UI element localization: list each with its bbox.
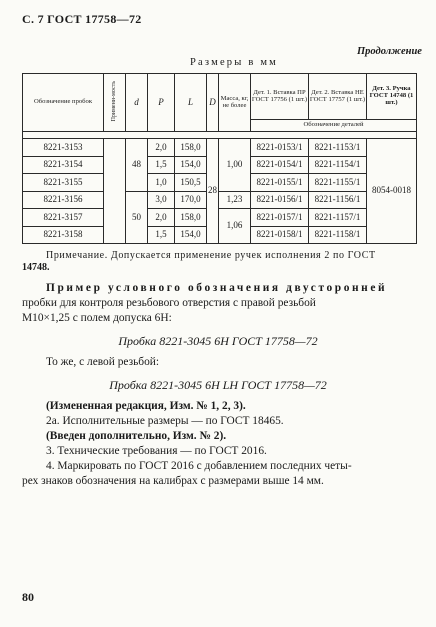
clause-4-continuation: рех знаков обозначения на калибрах с размерами выше 14 мм. xyxy=(22,475,324,487)
col-part2: Дет. 2. Вставка НЕ ГОСТ 17757 (1 шт.) xyxy=(309,74,367,120)
designation-formula: Пробка 8221-3045 6Н ГОСТ 17758—72 xyxy=(118,334,318,348)
page-number: 80 xyxy=(22,590,34,604)
table-cell-l: 158,0 xyxy=(175,139,207,157)
table-cell-part1: 8221-0157/1 xyxy=(251,209,309,227)
table-cell-mass: 1,00 xyxy=(219,139,251,192)
clause-4: 4. Маркировать по ГОСТ 2016 с добавлением последних четы- xyxy=(46,460,352,472)
col-part3: Дет. 3. Ручка ГОСТ 14748 (1 шт.) xyxy=(367,74,417,120)
table-cell-part2: 8221-1154/1 xyxy=(309,156,367,174)
col-mass: Масса, кг, не более xyxy=(219,74,251,132)
table-note: Примечание. Допускается применение ручек исполнения 2 по ГОСТ xyxy=(46,250,376,261)
table-cell-dd: 28 xyxy=(207,139,219,244)
clause-2a: 2а. Исполнительные размеры — по ГОСТ 18465. xyxy=(46,415,284,427)
col-p: P xyxy=(148,74,175,132)
table-cell-l: 154,0 xyxy=(175,156,207,174)
table-cell-part2: 8221-1155/1 xyxy=(309,174,367,192)
table-cell-code: 8221-3158 xyxy=(23,226,104,244)
edition-note: (Измененная редакция, Изм. № 1, 2, 3). xyxy=(46,400,246,412)
table-cell-code: 8221-3155 xyxy=(23,174,104,192)
page-header: С. 7 ГОСТ 17758—72 xyxy=(22,12,142,26)
table-cell-p: 1,5 xyxy=(148,156,175,174)
clause-3: 3. Технические требования — по ГОСТ 2016. xyxy=(46,445,267,457)
table-cell-code: 8221-3153 xyxy=(23,139,104,157)
table-cell-p: 1,0 xyxy=(148,174,175,192)
table-cell-l: 158,0 xyxy=(175,209,207,227)
table-cell-p: 1,5 xyxy=(148,226,175,244)
table-cell-part1: 8221-0158/1 xyxy=(251,226,309,244)
specification-table xyxy=(22,73,417,244)
table-cell-p: 2,0 xyxy=(148,209,175,227)
example-heading: Пример условного обозначения двусторонней xyxy=(46,282,388,294)
table-cell-part1: 8221-0154/1 xyxy=(251,156,309,174)
table-cell-part2: 8221-1158/1 xyxy=(309,226,367,244)
table-note-continuation: 14748. xyxy=(22,262,50,273)
table-cell-mass: 1,23 xyxy=(219,191,251,209)
table-cell-part3: 8054-0018 xyxy=(367,139,417,244)
table-cell-code: 8221-3157 xyxy=(23,209,104,227)
table-cell-part2: 8221-1157/1 xyxy=(309,209,367,227)
table-cell-d: 48 xyxy=(126,139,148,192)
table-cell-l: 150,5 xyxy=(175,174,207,192)
table-cell-l: 154,0 xyxy=(175,226,207,244)
table-cell-part1: 8221-0156/1 xyxy=(251,191,309,209)
designation-formula-left: Пробка 8221-3045 6Н LH ГОСТ 17758—72 xyxy=(109,378,327,392)
col-dd: D xyxy=(207,74,219,132)
continuation-label: Продолжение xyxy=(357,46,422,57)
table-cell-mass: 1,06 xyxy=(219,209,251,244)
edition-note: (Введен дополнительно, Изм. № 2). xyxy=(46,430,227,442)
table-cell-code: 8221-3154 xyxy=(23,156,104,174)
table-cell-d: 50 xyxy=(126,191,148,244)
table-cell-part1: 8221-0155/1 xyxy=(251,174,309,192)
example-text: М10×1,25 с полем допуска 6Н: xyxy=(22,312,172,324)
col-applicability: Примени-мость xyxy=(104,74,126,132)
table-cell-part1: 8221-0153/1 xyxy=(251,139,309,157)
table-cell-code: 8221-3156 xyxy=(23,191,104,209)
example-text: пробки для контроля резьбового отверстия с правой резьбой xyxy=(22,297,316,309)
col-d: d xyxy=(126,74,148,132)
table-cell-part2: 8221-1153/1 xyxy=(309,139,367,157)
left-thread-text: То же, с левой резьбой: xyxy=(46,356,160,368)
table-cell-p: 3,0 xyxy=(148,191,175,209)
col-designation: Обозначение пробок xyxy=(23,74,104,132)
table-cell-l: 170,0 xyxy=(175,191,207,209)
col-l: L xyxy=(175,74,207,132)
table-cell-part2: 8221-1156/1 xyxy=(309,191,367,209)
parts-designation-header: Обозначение деталей xyxy=(251,120,417,132)
col-part1: Дет. 1. Вставка ПР ГОСТ 17756 (1 шт.) xyxy=(251,74,309,120)
table-cell-p: 2,0 xyxy=(148,139,175,157)
dimensions-caption: Размеры в мм xyxy=(190,57,279,68)
